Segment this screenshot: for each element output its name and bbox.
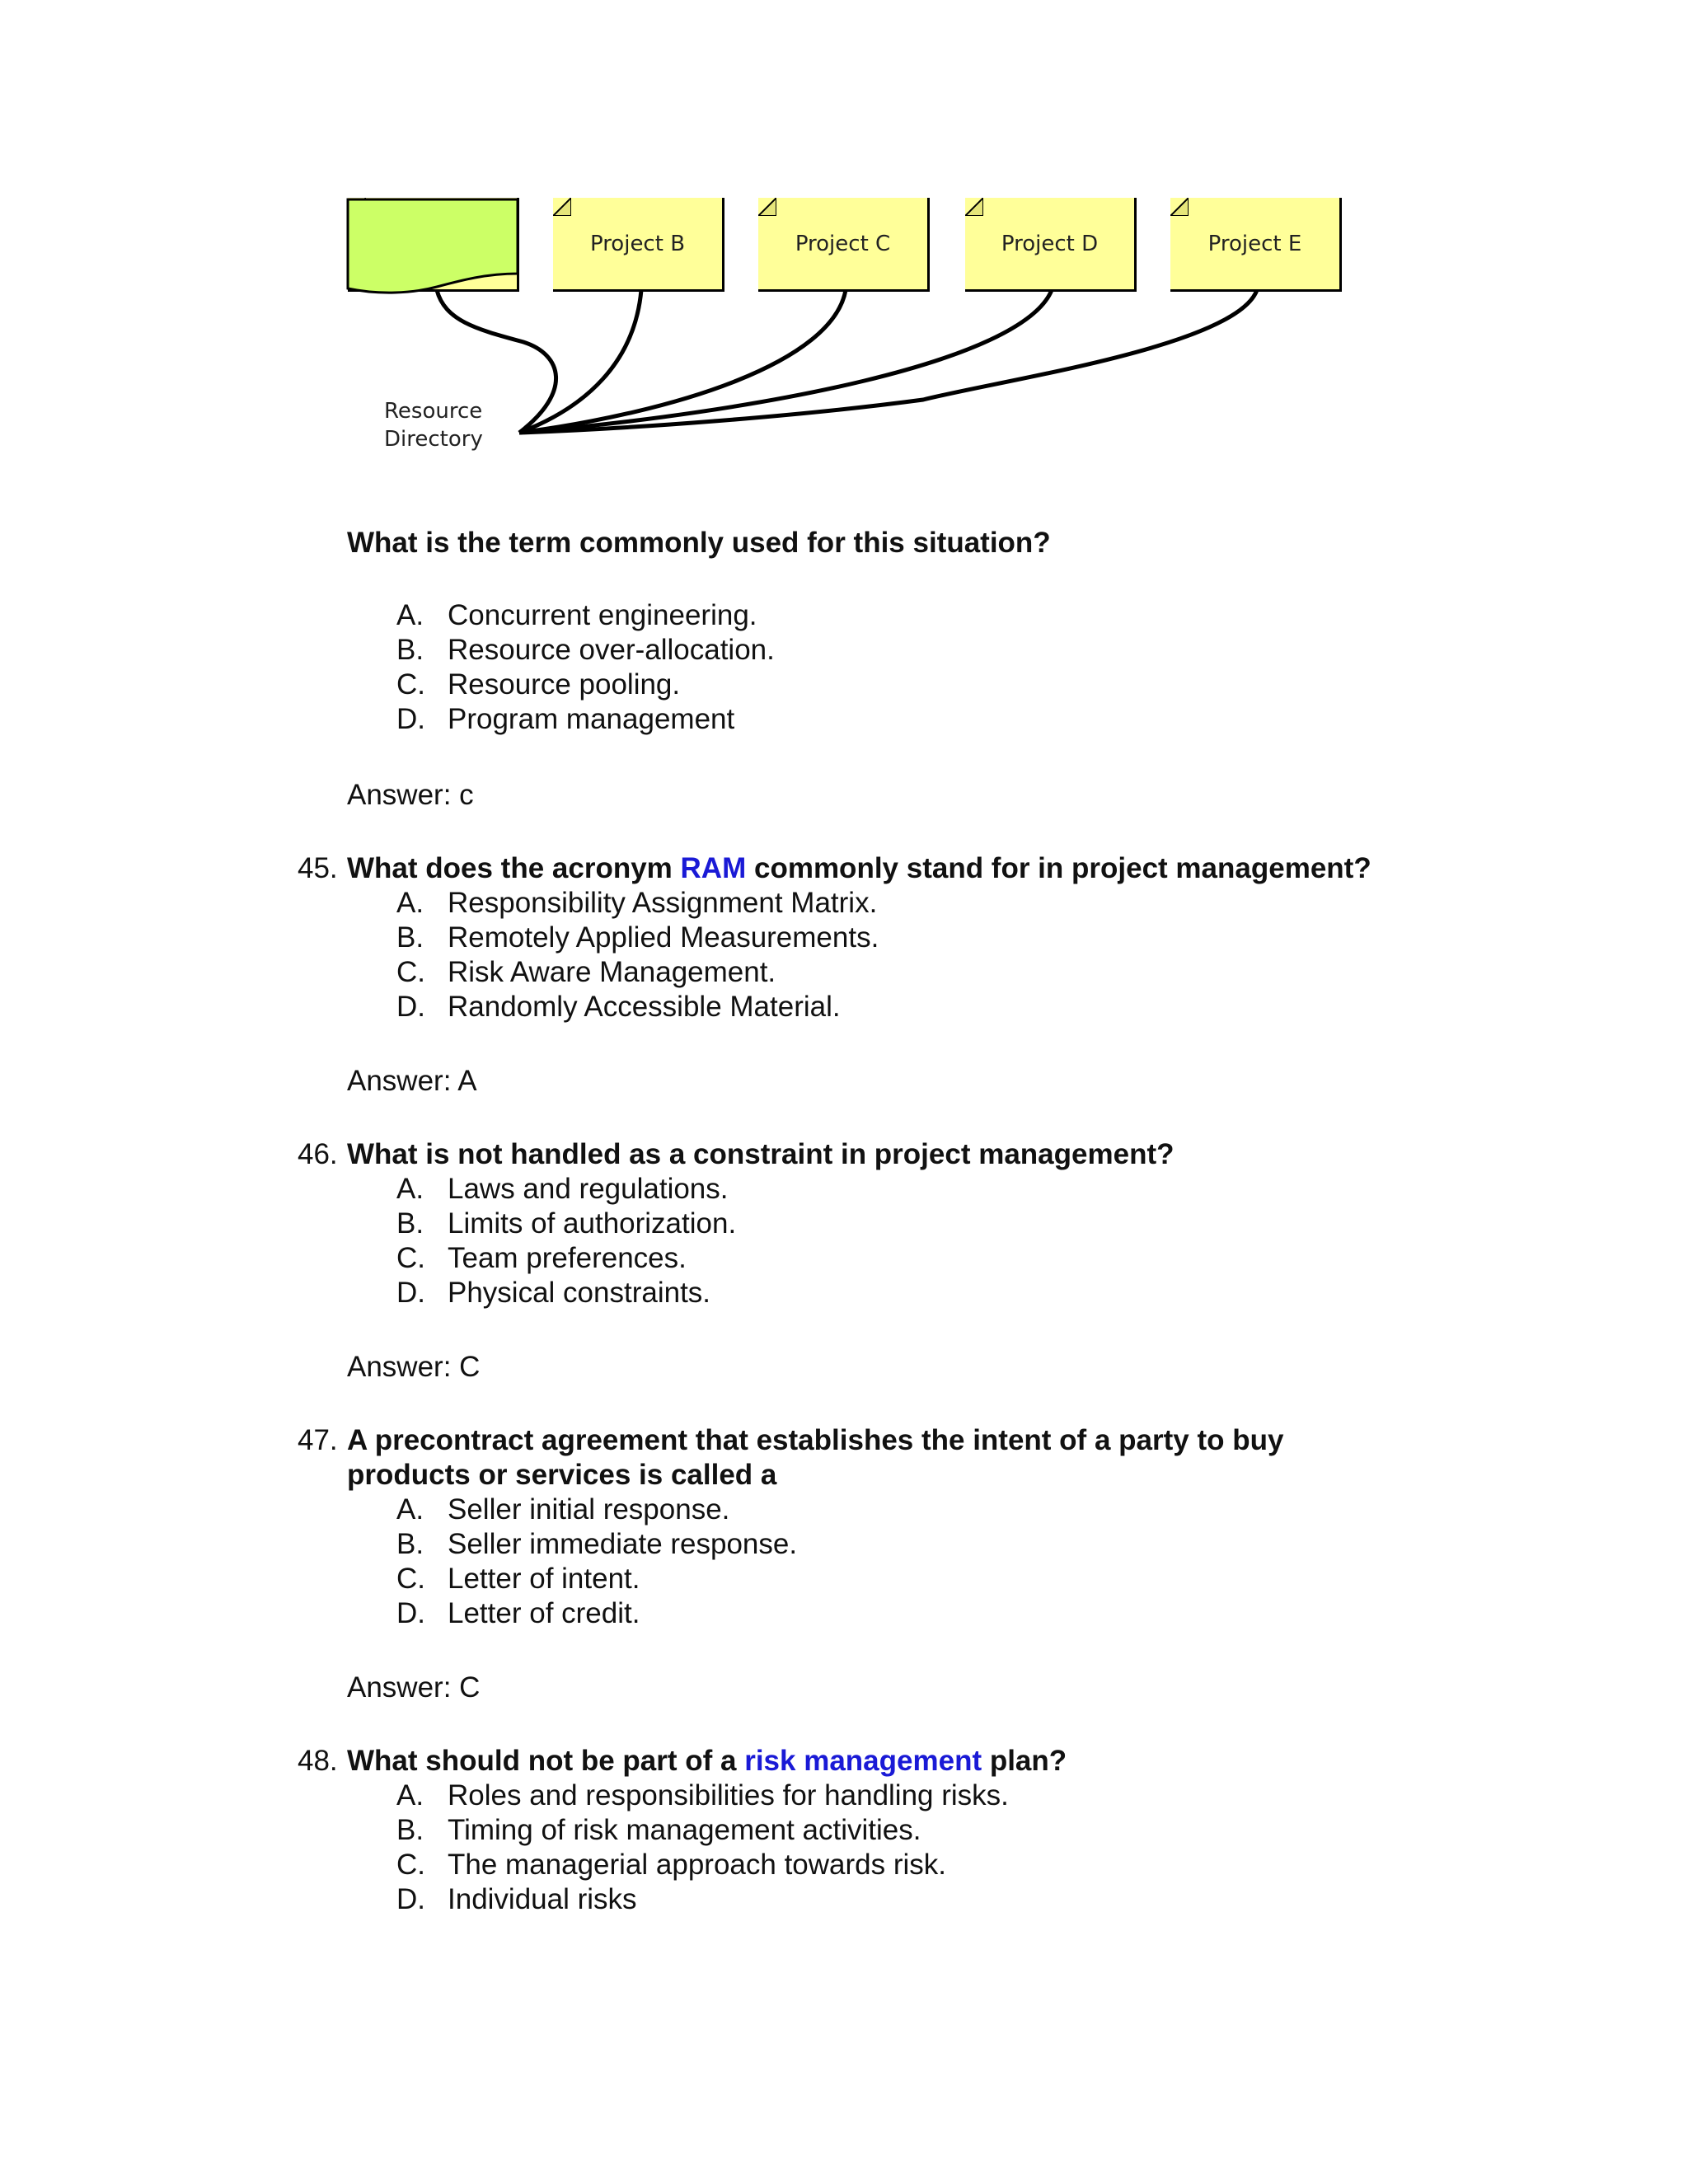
option-text: Responsibility Assignment Matrix. (448, 887, 878, 919)
option-47b (396, 1527, 797, 1562)
option-text: Concurrent engineering. (448, 599, 757, 631)
resource-pooling-diagram (346, 198, 1360, 494)
option-letter: A. (396, 1779, 424, 1811)
project-d-label: Project D (1001, 231, 1099, 256)
option-text: Limits of authorization. (448, 1207, 737, 1240)
option-letter: C. (396, 668, 425, 701)
option-47d (396, 1596, 640, 1631)
option-text: The managerial approach towards risk. (448, 1849, 947, 1881)
option-46c (396, 1241, 687, 1276)
option-45b (396, 921, 879, 955)
project-e-note (1170, 198, 1342, 292)
option-47c (396, 1562, 640, 1596)
option-text: Resource over-allocation. (448, 634, 775, 666)
option-letter: A. (396, 599, 424, 631)
page-fold-icon (553, 198, 571, 216)
option-48c (396, 1848, 946, 1882)
option-48b (396, 1813, 921, 1848)
page-fold-icon (1170, 198, 1189, 216)
question-45-text (347, 851, 1372, 886)
resource-label-line1: Resource (384, 399, 483, 424)
option-text: Individual risks (448, 1883, 637, 1915)
option-44a (396, 598, 757, 633)
project-c-label: Project C (795, 231, 891, 256)
answer-46: Answer: C (347, 1351, 481, 1383)
question-46-text: What is not handled as a constraint in project management? (347, 1138, 1175, 1170)
option-letter: C. (396, 1563, 425, 1595)
question-47-line2: products or services is called a (347, 1459, 777, 1491)
page-fold-icon (965, 198, 983, 216)
option-text: Remotely Applied Measurements. (448, 921, 879, 954)
option-letter: A. (396, 887, 424, 919)
option-letter: A. (396, 1173, 424, 1205)
answer-45: Answer: A (347, 1065, 477, 1097)
option-text: Seller initial response. (448, 1493, 730, 1526)
risk-management-link[interactable]: risk management (744, 1745, 982, 1777)
option-letter: B. (396, 1814, 424, 1846)
option-text: Team preferences. (448, 1242, 687, 1274)
option-44b (396, 633, 775, 668)
question-47-line1: A precontract agreement that establishes the intent of a party to buy (347, 1424, 1284, 1456)
question-44-text: What is the term commonly used for this situation? (347, 527, 1051, 559)
question-48-number: 48. (298, 1745, 338, 1777)
option-46a (396, 1172, 729, 1207)
option-letter: B. (396, 634, 424, 666)
option-45d (396, 990, 841, 1024)
page-fold-icon (758, 198, 776, 216)
option-letter: D. (396, 1597, 425, 1629)
answer-44: Answer: c (347, 779, 474, 811)
option-text: Letter of intent. (448, 1563, 640, 1595)
option-letter: C. (396, 1242, 425, 1274)
option-46d (396, 1276, 710, 1310)
option-text: Program management (448, 703, 735, 735)
question-45-number: 45. (298, 852, 338, 884)
option-text: Roles and responsibilities for handling risks. (448, 1779, 1009, 1811)
option-text: Risk Aware Management. (448, 956, 776, 988)
option-48d (396, 1882, 637, 1917)
question-46-number: 46. (298, 1138, 338, 1170)
question-48-text (347, 1744, 1067, 1779)
question-45-post: commonly stand for in project management? (746, 852, 1372, 884)
option-letter: D. (396, 1883, 425, 1915)
option-letter: D. (396, 991, 425, 1023)
option-44d (396, 702, 734, 737)
option-letter: D. (396, 703, 425, 735)
project-b-note (553, 198, 724, 292)
project-b-label: Project B (589, 231, 686, 256)
option-47a (396, 1493, 729, 1527)
option-text: Physical constraints. (448, 1277, 711, 1309)
option-letter: B. (396, 1528, 424, 1560)
option-text: Timing of risk management activities. (448, 1814, 921, 1846)
option-text: Seller immediate response. (448, 1528, 798, 1560)
resource-directory-shape (346, 198, 521, 297)
option-48a (396, 1779, 1009, 1813)
project-d-note (965, 198, 1137, 292)
question-48-post: plan? (982, 1745, 1067, 1777)
option-45c (396, 955, 776, 990)
question-45-pre: What does the acronym (347, 852, 681, 884)
option-letter: B. (396, 921, 424, 954)
option-44c (396, 668, 680, 702)
option-letter: A. (396, 1493, 424, 1526)
resource-label-line2: Directory (384, 427, 483, 452)
resource-directory-label (346, 386, 518, 468)
option-text: Randomly Accessible Material. (448, 991, 841, 1023)
option-letter: B. (396, 1207, 424, 1240)
option-text: Letter of credit. (448, 1597, 640, 1629)
project-e-label: Project E (1207, 231, 1302, 256)
option-letter: C. (396, 1849, 425, 1881)
option-text: Resource pooling. (448, 668, 681, 701)
question-47-number: 47. (298, 1424, 338, 1456)
option-letter: D. (396, 1277, 425, 1309)
answer-47: Answer: C (347, 1671, 481, 1704)
ram-link[interactable]: RAM (680, 852, 747, 884)
option-45a (396, 886, 877, 921)
option-46b (396, 1207, 736, 1241)
project-c-note (758, 198, 930, 292)
question-48-pre: What should not be part of a (347, 1745, 745, 1777)
option-text: Laws and regulations. (448, 1173, 729, 1205)
option-letter: C. (396, 956, 425, 988)
